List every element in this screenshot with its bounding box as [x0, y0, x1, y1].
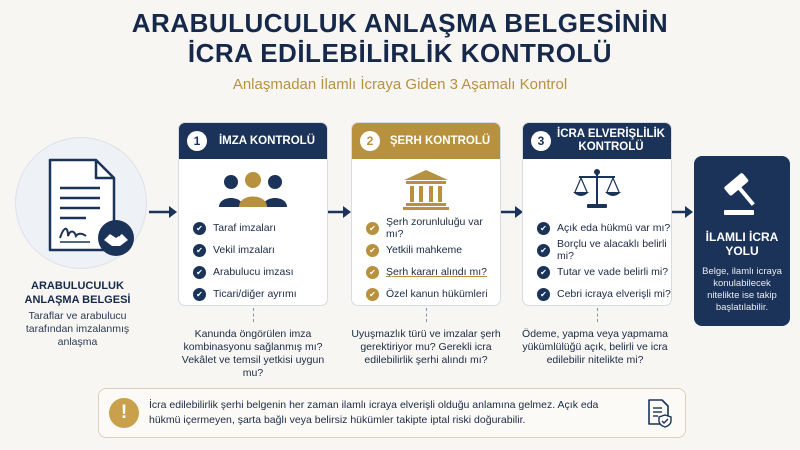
- final-result-card: [694, 156, 790, 326]
- check-icon: ✔: [366, 222, 379, 235]
- checklist: [179, 217, 327, 305]
- warning-text: İcra edilebilirlik şerhi belgenin her zaman ilamlı icraya elverişli olduğu anlamına gelmez. Açık eda hükmü içermeyen, şarta bağlı veya belirsiz hükümler takipte iptal riski doğurabilir.: [149, 399, 599, 426]
- checklist: [523, 217, 671, 305]
- list-item: ✔ Şerh zorunluluğu var mı?: [366, 217, 500, 239]
- step-header: [352, 123, 500, 159]
- step-number: 3: [531, 131, 551, 151]
- step-card-annotation: [351, 122, 501, 306]
- document-description: Taraflar ve arabulucu tarafından imzalanmış anlaşma: [25, 310, 130, 348]
- exclamation-icon: !: [109, 398, 139, 428]
- list-item: ✔ Tutar ve vade belirli mi?: [537, 261, 671, 283]
- step-note: Ödeme, yapma veya yapmama yükümlülüğü açık, belirli ve icra edilebilir nitelikte mi?: [522, 328, 668, 366]
- final-description: Belge, ilamlı icraya konulabilecek nitelikte ise takip başlatılabilir.: [702, 266, 782, 313]
- handshake-icon: [98, 220, 134, 256]
- connector-line: [253, 308, 254, 322]
- connector-line: [597, 308, 598, 322]
- step-header: [179, 123, 327, 159]
- list-item: ✔ Ticari/diğer ayrımı: [193, 283, 327, 305]
- connector-line: [426, 308, 427, 322]
- check-icon: ✔: [193, 244, 206, 257]
- title-line-1: ARABULUCULUK ANLAŞMA BELGESİNİN: [131, 8, 669, 38]
- document-title: ARABULUCULUK ANLAŞMA BELGESİ: [24, 280, 131, 306]
- check-icon: ✔: [537, 222, 550, 235]
- step-number: 1: [187, 131, 207, 151]
- check-icon: ✔: [366, 266, 379, 279]
- list-item: ✔ Taraf imzaları: [193, 217, 327, 239]
- checklist: [352, 217, 500, 305]
- arrow-right-icon: [149, 205, 179, 219]
- step-note: Kanunda öngörülen imza kombinasyonu sağlanmış mı? Vekâlet ve temsil yetkisi uygun mu?: [181, 328, 325, 379]
- document-shield-icon: [647, 398, 673, 428]
- title-line-2: İCRA EDİLEBİLİRLİK KONTROLÜ: [187, 38, 613, 68]
- gavel-icon: [718, 168, 766, 218]
- step-note: Uyuşmazlık türü ve imzalar şerh gerektiriyor mu? Gerekli icra edilebilirlik şerhi alındı mı?: [351, 328, 501, 366]
- document-illustration: [15, 137, 147, 269]
- step-heading: İCRA ELVERİŞLİLİK KONTROLÜ: [557, 128, 665, 153]
- step-header: [523, 123, 671, 159]
- list-item: ✔ Vekil imzaları: [193, 239, 327, 261]
- check-icon: ✔: [537, 244, 550, 257]
- warning-box: [98, 388, 686, 438]
- scales-icon: [523, 165, 671, 213]
- subtitle: Anlaşmadan İlamlı İcraya Giden 3 Aşamalı Kontrol: [232, 76, 568, 93]
- check-icon: ✔: [193, 288, 206, 301]
- list-item: ✔ Şerh kararı alındı mı?: [366, 261, 500, 283]
- step-card-enforceability: [522, 122, 672, 306]
- final-title: İLAMLI İCRA YOLU: [705, 230, 779, 258]
- step-card-signature: [178, 122, 328, 306]
- check-icon: ✔: [193, 222, 206, 235]
- people-icon: [179, 165, 327, 213]
- step-number: 2: [360, 131, 380, 151]
- check-icon: ✔: [537, 266, 550, 279]
- list-item: ✔ Borçlu ve alacaklı belirli mi?: [537, 239, 671, 261]
- check-icon: ✔: [537, 288, 550, 301]
- check-icon: ✔: [193, 266, 206, 279]
- step-heading: ŞERH KONTROLÜ: [389, 134, 491, 147]
- courthouse-icon: [352, 165, 500, 213]
- list-item: ✔ Cebri icraya elverişli mi?: [537, 283, 671, 305]
- check-icon: ✔: [366, 288, 379, 301]
- list-item: ✔ Açık eda hükmü var mı?: [537, 217, 671, 239]
- list-item: ✔ Arabulucu imzası: [193, 261, 327, 283]
- list-item: ✔ Yetkili mahkeme: [366, 239, 500, 261]
- list-item: ✔ Özel kanun hükümleri: [366, 283, 500, 305]
- check-icon: ✔: [366, 244, 379, 257]
- step-heading: İMZA KONTROLÜ: [218, 134, 316, 147]
